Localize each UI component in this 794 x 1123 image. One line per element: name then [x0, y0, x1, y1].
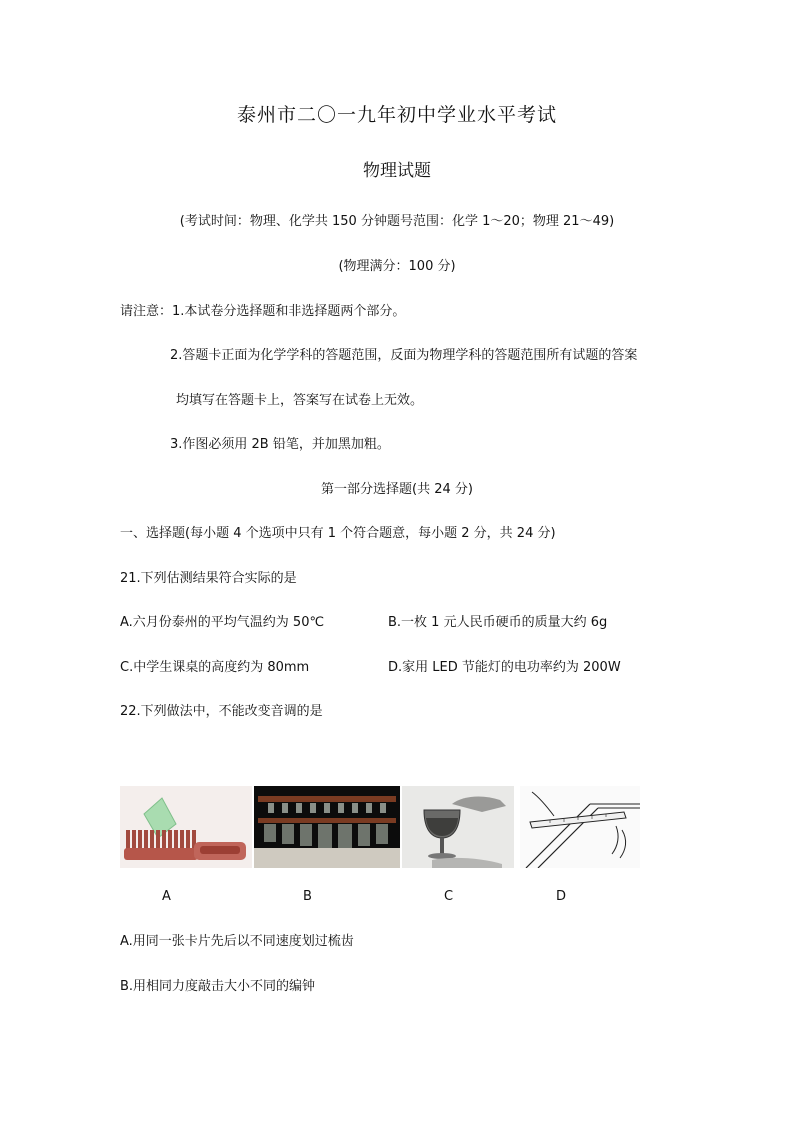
figure-comb-card — [120, 786, 252, 868]
exam-title: 泰州市二〇一九年初中学业水平考试 — [236, 104, 557, 126]
notice-2: 2.答题卡正面为化学学科的答题范围，反面为物理学科的答题范围所有试题的答案 — [170, 348, 638, 363]
notice-3: 3.作图必须用 2B 铅笔，并加黑加粗。 — [170, 437, 390, 452]
notice-1 — [120, 303, 405, 321]
question-22-option-b: B.用相同力度敲击大小不同的编钟 — [120, 979, 316, 994]
figure-label-d: D — [556, 889, 567, 904]
figure-label-a: A — [162, 889, 171, 904]
notice-2-cont: 均填写在答题卡上，答案写在试卷上无效。 — [176, 393, 424, 408]
question-22-stem: 22.下列做法中，不能改变音调的是 — [120, 704, 323, 719]
figure-label-c: C — [444, 889, 454, 904]
section-heading: 一、选择题(每小题 4 个选项中只有 1 个符合题意，每小题 2 分，共 24 分) — [120, 526, 556, 541]
question-21-option-c: C.中学生课桌的高度约为 80mm — [120, 660, 310, 675]
question-21-option-a: A.六月份泰州的平均气温约为 50℃ — [120, 615, 325, 630]
notice-item: 1.本试卷分选择题和非选择题两个部分。 — [172, 304, 406, 319]
figure-label-b: B — [303, 889, 312, 904]
part-one-heading: 第一部分选择题(共 24 分) — [321, 482, 473, 497]
figure-wine-glass — [402, 786, 514, 868]
figure-chime-bells — [254, 786, 400, 868]
question-21-option-b: B.一枚 1 元人民币硬币的质量大约 6g — [388, 615, 608, 630]
subject-title: 物理试题 — [363, 161, 431, 181]
full-score: (物理满分：100 分) — [338, 259, 456, 274]
figure-ruler-table — [520, 786, 640, 868]
notice-lead: 请注意： — [120, 304, 173, 319]
question-22-option-a: A.用同一张卡片先后以不同速度划过梳齿 — [120, 934, 354, 949]
question-21-option-d: D.家用 LED 节能灯的电功率约为 200W — [388, 660, 621, 675]
question-21-stem: 21.下列估测结果符合实际的是 — [120, 571, 297, 586]
exam-info: (考试时间：物理、化学共 150 分钟题号范围：化学 1～20；物理 21～49) — [179, 214, 615, 229]
